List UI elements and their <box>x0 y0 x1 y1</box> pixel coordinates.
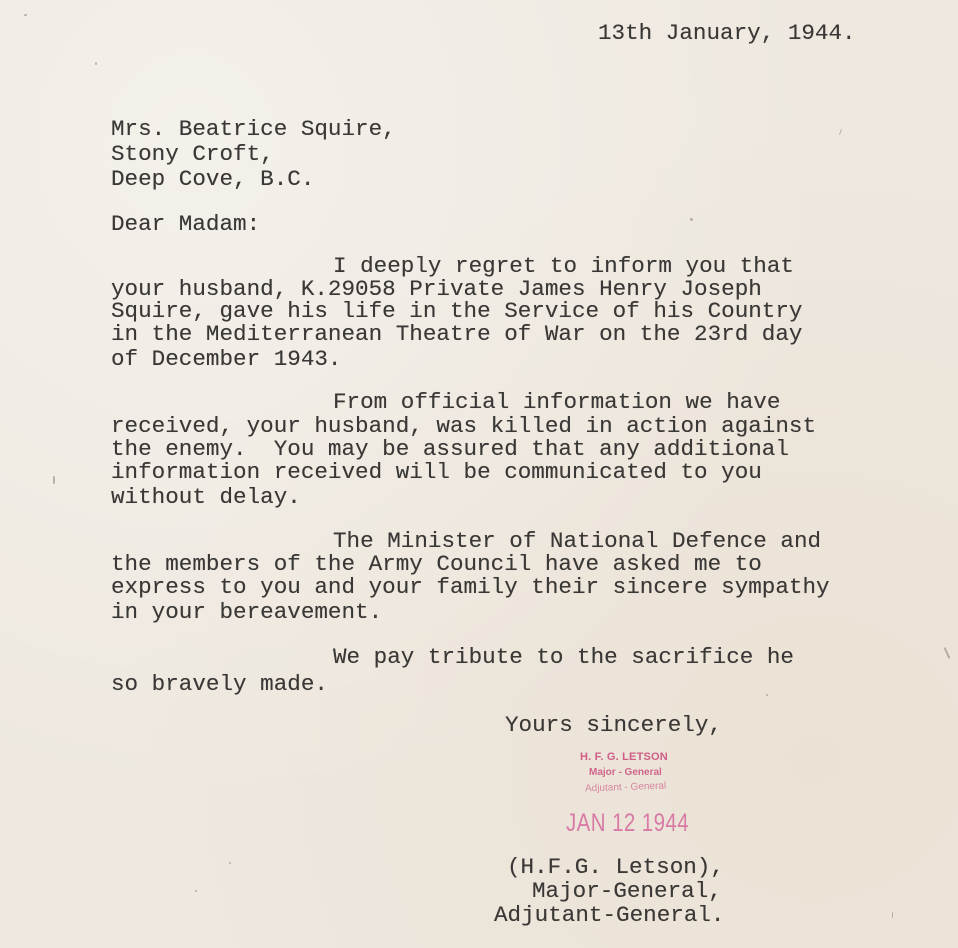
signatory-rank: Major-General, <box>532 878 722 904</box>
recipient-address-line-2: Deep Cove, B.C. <box>111 166 315 192</box>
paper-speck <box>24 14 27 16</box>
paper-speck <box>195 890 197 892</box>
paragraph-line: From official information we have <box>333 389 781 415</box>
stamp-post: Adjutant - General <box>584 780 667 795</box>
paragraph-line: the members of the Army Council have asked me to <box>111 551 762 577</box>
paragraph-line: information received will be communicated to you <box>111 459 762 485</box>
paragraph-line: I deeply regret to inform you that <box>333 253 794 279</box>
paragraph-line: the enemy. You may be assured that any additional <box>111 436 789 462</box>
paragraph-line: received, your husband, was killed in action against <box>111 413 817 439</box>
paragraph-line: The Minister of National Defence and <box>333 528 822 554</box>
paper-speck <box>892 912 893 918</box>
paragraph-line: of December 1943. <box>111 346 342 372</box>
stamp-name: H. F. G. LETSON <box>580 751 668 763</box>
paper-speck <box>944 647 951 659</box>
paragraph-line: your husband, K.29058 Private James Henry Joseph <box>111 276 762 302</box>
paragraph-line: in the Mediterranean Theatre of War on the 23rd day <box>111 321 803 347</box>
paragraph-line: We pay tribute to the sacrifice he <box>333 644 794 670</box>
recipient-address-line-1: Stony Croft, <box>111 141 274 167</box>
date-stamp: JAN 12 1944 <box>566 809 690 837</box>
paper-speck <box>839 129 842 135</box>
salutation: Dear Madam: <box>111 211 261 237</box>
signatory-post: Adjutant-General. <box>494 902 725 928</box>
paper-speck <box>95 62 97 65</box>
paper-speck <box>53 476 55 484</box>
recipient-name: Mrs. Beatrice Squire, <box>111 116 396 142</box>
signatory-name: (H.F.G. Letson), <box>507 854 724 880</box>
letter-date: 13th January, 1944. <box>598 20 856 46</box>
paragraph-line: Squire, gave his life in the Service of his Country <box>111 298 803 324</box>
paper-speck <box>229 862 231 864</box>
stamp-rank: Major - General <box>589 767 662 778</box>
paragraph-line: without delay. <box>111 484 301 510</box>
paper-speck <box>766 694 768 696</box>
closing: Yours sincerely, <box>505 712 722 738</box>
paragraph-line: in your bereavement. <box>111 599 383 625</box>
paragraph-line: express to you and your family their sincere sympathy <box>111 574 830 600</box>
paper-speck <box>690 218 693 221</box>
paragraph-line: so bravely made. <box>111 671 328 697</box>
